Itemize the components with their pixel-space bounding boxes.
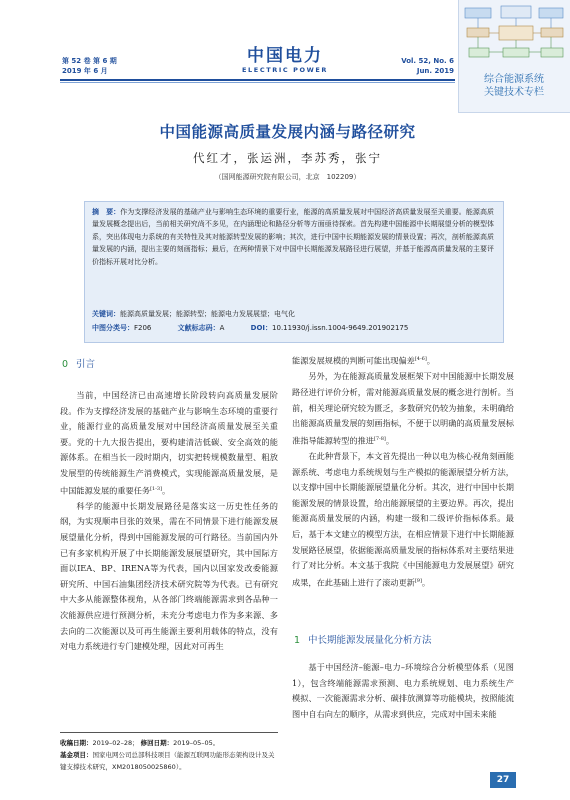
volume-cn-text: 第 52 卷 第 6 期 xyxy=(62,57,117,65)
header-rule xyxy=(60,79,455,81)
paragraph-text: 能源发展规模的判断可能出现偏差 xyxy=(292,355,415,366)
abstract-label: 摘 要： xyxy=(92,208,121,216)
citation: [1-3] xyxy=(150,485,163,492)
paragraph: 科学的能源中长期发展路径是落实这一历史性任务的纲，为实现顺串目张的效果，需在不同情景下进行能源发展展望量化分析，得到中国能源发展的可行路径。当前国内外已有多家机构开展了中长期能源发展展望研究，其中国际方面以IEA、BP、IRENA等为代表，国内以国家发改委能源研究所、中国石油集团经济技术研究院等为代表。已有研究中大多从能源整体视角，从各部门终端能源需求到各品种一次能源供应进行预测分析，未充分考虑电力作为多来源、多去向的二次能源以及可再生能源主要利用载体的特点，没有对电力系统进行专门建模处理，因此对可再生 xyxy=(60,500,278,652)
energy-system-illustration-icon xyxy=(459,0,570,70)
paragraph-text: 在此种背景下，本文首先提出一种以电为核心视角刻画能源系统、考虑电力系统规划与生产模拟的能源展望分析方法，以支撑中国中长期能源展望量化分析。其次，进行中国中长期能源发展的情景设置，给出能源展望的主要边界。再次，提出能源高质量发展的内涵，构建一级和二级评价指标体系。最后，基于本文建立的模型方法，在相应情景下进行中长期能源发展路径展望，依据能源高质量发展的指标体系对主要结果进行了对比分析。本文基于我院《中国能源电力发展展望》研究成果，在此基础上进行了滚动更新 xyxy=(292,451,514,588)
header-volume-en xyxy=(392,56,454,76)
volume-en-text: Vol. 52, No. 6 xyxy=(401,57,454,65)
doc-code-label: 文献标志码： xyxy=(177,324,220,332)
page-number: 27 xyxy=(490,772,516,788)
citation: [4-6] xyxy=(414,356,427,362)
section-title: 引言 xyxy=(76,359,96,370)
section-heading-intro xyxy=(62,356,95,370)
paragraph-text: 当前，中国经济已由高速增长阶段转向高质量发展阶段。作为支撑经济发展的基础产业与影响生态环境的重要行业，能源行业的高质量发展对中国经济高质量发展至关重要。党的十九大报告提出，要构建清洁低碳、安全高效的能源体系。在相当长一段时期内，切实把转规模数量型、粗放发展型的传统能源生产消费模式，实现能源高质量发展，是中国能源发展的重要任务 xyxy=(60,390,278,496)
keywords-text: 能源高质量发展；能源转型；能源电力发展展望；电气化 xyxy=(120,310,295,318)
classification-line xyxy=(92,322,494,334)
doi-value: 10.11930/j.issn.1004-9649.201902175 xyxy=(272,324,409,332)
header-rule-thin xyxy=(60,82,455,83)
keywords-line xyxy=(92,308,494,320)
paragraph: 另外，为在能源高质量发展框架下对中国能源中长期发展路径进行评价分析，需对能源高质量发展的概念进行剖析。当前，相关理论研究较为匮乏，多数研究仍较为抽象，未明确给出能源高质量发展的刻画指标，不便于以明确的高质量发展标准指导能源转型的推进[7-8]。 xyxy=(292,371,514,446)
clc-value: F206 xyxy=(134,324,152,332)
section-number: 0 xyxy=(62,359,69,370)
fund-value: 国家电网公司总部科技项目（能源互联网功能形态架构设计及关键支撑技术研究，XM2018050025860）。 xyxy=(60,751,275,771)
footnote xyxy=(60,737,278,773)
paragraph: 当前，中国经济已由高速增长阶段转向高质量发展阶段。作为支撑经济发展的基础产业与影响生态环境的重要行业，能源行业的高质量发展对中国经济高质量发展至关重要。党的十九大报告提出，要构建清洁低碳、安全高效的能源体系。在相当长一段时期内，切实把转规模数量型、粗放发展型的传统能源生产消费模式，实现能源高质量发展，是中国能源发展的重要任务[1-3]。 xyxy=(60,390,278,496)
revised-value: 2019–05–05。 xyxy=(173,739,220,747)
right-column xyxy=(292,352,514,591)
date-en-text: Jun. 2019 xyxy=(416,67,454,75)
abstract-text xyxy=(92,206,494,268)
abstract-body: 作为支撑经济发展的基础产业与影响生态环境的重要行业，能源的高质量发展对中国经济高质量发展至关重要。能源高质量发展概念提出后，当前相关研究尚不多见，在内涵理论和路径分析等方面亟待探索。首先构建中国能源中长期展望分析的模型体系，突出体现电力系统的有关特性及其对能源转型发展的影响；其次，进行中国中长期能源发展的情景设置；再次，剖析能源高质量发展的内涵，提出主要的刻画指标；最后，在两种情景下对中国中长期能源发展路径进行展望，并基于能源高质量发展的主要评价指标开展对比分析。 xyxy=(92,208,495,266)
column-label xyxy=(462,73,566,99)
clc-label: 中图分类号： xyxy=(92,324,134,332)
keywords-label: 关键词： xyxy=(92,310,120,318)
section-title: 中长期能源发展量化分析方法 xyxy=(308,635,432,646)
article-authors: 代红才，张运洲，李苏秀，张宁 xyxy=(193,151,382,165)
journal-masthead xyxy=(200,46,370,75)
received-value: 2019–02–28； xyxy=(92,739,139,747)
footnote-fund xyxy=(60,749,278,773)
citation: [9] xyxy=(414,577,422,584)
received-label: 收稿日期： xyxy=(60,739,93,747)
section-heading-method xyxy=(294,632,432,646)
fund-label: 基金项目： xyxy=(60,751,93,759)
paragraph: 基于中国经济–能源–电力–环境综合分析模型体系（见图 1），包含终端能源需求预测、电力系统规划、电力系统生产模拟、一次能源需求分析、碳排放测算等功能模块，按照能流图中自右向左的顺序，从需求到供应，完成对中国未来能 xyxy=(292,662,514,719)
footnote-dates xyxy=(60,737,278,749)
doi-label: DOI： xyxy=(250,324,273,332)
paragraph: 在此种背景下，本文首先提出一种以电为核心视角刻画能源系统、考虑电力系统规划与生产模拟的能源展望分析方法，以支撑中国中长期能源展望量化分析。其次，进行中国中长期能源发展的情景设置，给出能源展望的主要边界。再次，提出能源高质量发展的内涵，构建一级和二级评价指标体系。最后，基于本文建立的模型方法，在相应情景下进行中长期能源发展路径展望，依据能源高质量发展的指标体系对主要结果进行了对比分析。本文基于我院《中国能源电力发展展望》研究成果，在此基础上进行了滚动更新[9]。 xyxy=(292,451,514,588)
date-cn-text: 2019 年 6 月 xyxy=(62,67,108,75)
doc-code-value: A xyxy=(219,324,225,332)
header-volume-cn xyxy=(62,56,117,76)
journal-title-cn: 中国电力 xyxy=(247,46,323,66)
right-column-lower xyxy=(292,660,514,722)
footnote-rule xyxy=(60,732,278,733)
citation: [7-8] xyxy=(373,435,386,442)
paragraph-continuation: 能源发展规模的判断可能出现偏差[4-6]。 xyxy=(292,355,435,366)
paragraph-text: 另外，为在能源高质量发展框架下对中国能源中长期发展路径进行评价分析，需对能源高质量发展的概念进行剖析。当前，相关理论研究较为匮乏，多数研究仍较为抽象，未明确给出能源高质量发展的刻画指标，不便于以明确的高质量发展标准指导能源转型的推进 xyxy=(292,371,514,446)
left-column xyxy=(60,388,278,655)
section-number: 1 xyxy=(294,635,301,646)
article-title: 中国能源高质量发展内涵与路径研究 xyxy=(159,122,416,141)
column-label-line-1: 综合能源系统 xyxy=(484,74,544,85)
article-affiliation: （国网能源研究院有限公司，北京 102209） xyxy=(214,173,361,181)
journal-title-en: ELECTRIC POWER xyxy=(242,66,328,74)
revised-label: 修回日期： xyxy=(140,739,174,747)
column-label-line-2: 关键技术专栏 xyxy=(484,87,544,98)
